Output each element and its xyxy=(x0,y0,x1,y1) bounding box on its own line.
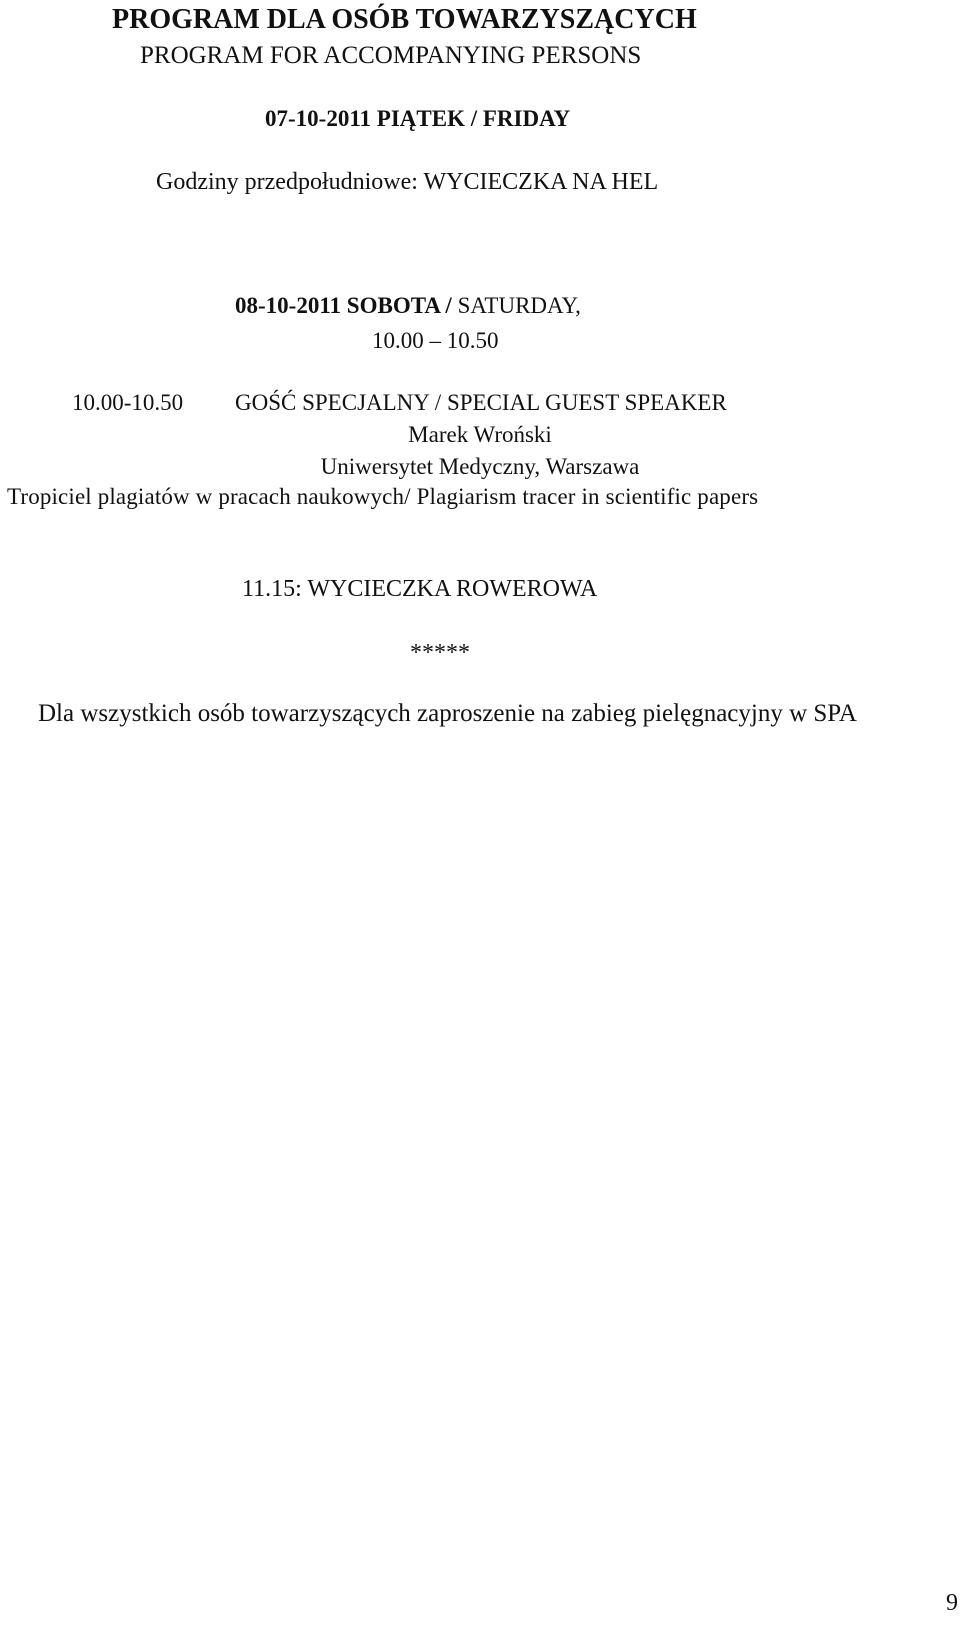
spa-note: Dla wszystkich osób towarzyszących zaproszenie na zabieg pielęgnacyjny w SPA xyxy=(38,700,857,727)
session-label: GOŚĆ SPECJALNY / SPECIAL GUEST SPEAKER xyxy=(235,390,727,415)
speaker-name: Marek Wroński xyxy=(408,422,552,447)
bike-trip: 11.15: WYCIECZKA ROWEROWA xyxy=(242,576,598,602)
day2-heading xyxy=(235,293,581,319)
day2-heading-rest: SATURDAY, xyxy=(451,293,581,318)
day2-time-range: 10.00 – 10.50 xyxy=(372,328,499,353)
speaker-affiliation: Uniwersytet Medyczny, Warszawa xyxy=(320,454,640,479)
session-time: 10.00-10.50 xyxy=(72,390,184,415)
page-subtitle: PROGRAM FOR ACCOMPANYING PERSONS xyxy=(140,42,642,69)
talk-title: Tropiciel plagiatów w pracach naukowych/ Plagiarism tracer in scientific papers xyxy=(7,484,759,509)
day1-morning-activity: Godziny przedpołudniowe: WYCIECZKA NA HEL xyxy=(156,169,659,195)
day2-heading-bold: 08-10-2011 SOBOTA / xyxy=(235,293,452,318)
page-number: 9 xyxy=(946,1590,958,1616)
page-title: PROGRAM DLA OSÓB TOWARZYSZĄCYCH xyxy=(112,4,697,35)
separator-stars: ***** xyxy=(410,640,470,666)
day1-heading: 07-10-2011 PIĄTEK / FRIDAY xyxy=(265,106,571,131)
